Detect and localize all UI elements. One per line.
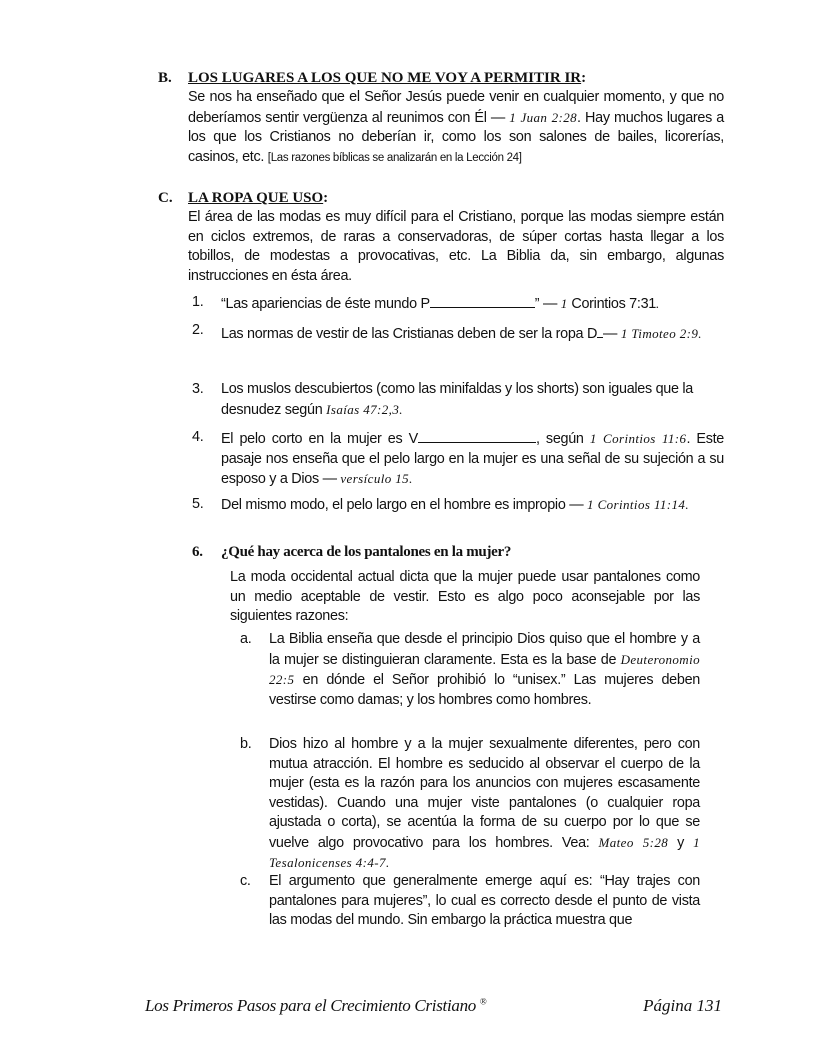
sub-item-letter: b. bbox=[240, 736, 252, 752]
list-item-number: 2. bbox=[192, 322, 204, 338]
fill-in-blank bbox=[418, 428, 536, 443]
section-b-heading bbox=[158, 68, 724, 88]
registered-mark: ® bbox=[479, 996, 487, 1007]
list-item-6-title: ¿Qué hay acerca de los pantalones en la mujer? bbox=[221, 544, 512, 560]
list-item-number: 5. bbox=[192, 496, 204, 512]
footer-book-title bbox=[145, 996, 486, 1016]
list-item-3 bbox=[192, 380, 724, 420]
footer-title-text: Los Primeros Pasos para el Crecimiento Cristiano bbox=[145, 996, 476, 1015]
list-item-number: 3. bbox=[192, 381, 204, 397]
section-b-colon: : bbox=[581, 70, 587, 86]
list-item-end: . bbox=[409, 471, 413, 486]
scripture-reference: versículo 15 bbox=[340, 471, 410, 486]
sub-item-letter: c. bbox=[240, 873, 251, 889]
sub-item-b bbox=[240, 735, 700, 874]
list-item-number: 4. bbox=[192, 429, 204, 445]
sub-item-letter: a. bbox=[240, 631, 252, 647]
section-c-title: LA ROPA QUE USO bbox=[188, 190, 324, 206]
section-b-reference: 1 Juan 2:28 bbox=[509, 109, 578, 125]
section-b-letter: B. bbox=[158, 70, 172, 86]
list-item-2 bbox=[192, 321, 724, 347]
footer-page-number: Página 131 bbox=[643, 996, 722, 1015]
scripture-reference: Isaías 47:2,3 bbox=[326, 401, 400, 417]
list-item-text: ” — bbox=[534, 296, 561, 312]
list-item-text: . Este pasaje nos enseña que el pelo largo en la mujer es una señal de su sujeción a su esposo y a Dios — bbox=[221, 431, 724, 487]
section-b-title: LOS LUGARES A LOS QUE NO ME VOY A PERMITIR IR bbox=[188, 70, 582, 86]
section-b-paragraph bbox=[188, 88, 724, 168]
sub-item-c bbox=[240, 872, 700, 931]
list-item-text: Los muslos descubiertos (como las minifaldas y los shorts) son iguales que la desnudez según bbox=[221, 381, 694, 418]
list-item-end: . bbox=[685, 497, 689, 512]
sub-item-text: y bbox=[668, 834, 694, 851]
section-b bbox=[158, 68, 724, 168]
list-item-text: El pelo corto en la mujer es V bbox=[221, 431, 418, 447]
sub-item-text: en dónde el Señor prohibió lo “unisex.” Las mujeres deben vestirse como damas; y los hombres como hombres. bbox=[269, 672, 700, 708]
scripture-reference: 1 Corintios 11:6 bbox=[589, 431, 687, 446]
section-b-note: [Las razones bíblicas se analizarán en la Lección 24] bbox=[267, 151, 522, 164]
sub-item-a bbox=[240, 630, 700, 710]
list-item-text: Corintios 7:31 bbox=[567, 296, 656, 312]
list-item-1 bbox=[192, 293, 724, 315]
scripture-reference: 1 Tesalonicenses 4:4-7 bbox=[269, 834, 700, 870]
list-item-end: . bbox=[399, 401, 403, 417]
section-c-heading bbox=[158, 188, 724, 208]
list-item-text: Las normas de vestir de las Cristianas deben de ser la ropa D bbox=[221, 326, 598, 342]
section-c-letter: C. bbox=[158, 190, 173, 206]
scripture-reference: 1 bbox=[560, 296, 568, 311]
section-c-paragraph: El área de las modas es muy difícil para el Cristiano, porque las modas siempre están en ciclos extremos, de raras a conservadoras, de súper cortas hasta llegar a los tobillos, de modestas a provocativas, etc. La Biblia da, sin embargo, algunas instrucciones en ésta área. bbox=[188, 209, 724, 284]
list-item-number: 1. bbox=[192, 294, 204, 310]
sub-item-text: Dios hizo al hombre y a la mujer sexualmente diferentes, pero con mutua atracción. El hombre es seducido al observar el cuerpo de la mujer (esta es la razón para los anuncios con mujeres escasamente vestidas). Cuando una mujer viste pantalones (o cualquier ropa ajustada o corta), se acentúa la forma de su cuerpo por lo que se vuelve algo provocativo para los hombres. Vea: bbox=[269, 736, 700, 851]
list-item-text: Del mismo modo, el pelo largo en el hombre es impropio — bbox=[221, 497, 588, 513]
fill-in-blank bbox=[430, 293, 535, 308]
list-item-text: — bbox=[603, 326, 621, 342]
list-item-4 bbox=[192, 428, 724, 490]
scripture-reference: Mateo 5:28 bbox=[598, 834, 669, 850]
list-item-6 bbox=[192, 543, 724, 563]
sub-item-text: La Biblia enseña que desde el principio Dios quiso que el hombre y a la mujer se distinguieran claramente. Esta es la base de bbox=[269, 631, 700, 668]
list-item-end: . bbox=[655, 296, 660, 311]
scripture-reference: Deuteronomio 22:5 bbox=[269, 651, 700, 687]
section-b-text-1: Se nos ha enseñado que el Señor Jesús puede venir en cualquier momento, y que no deberíamos sentir vergüenza al reunimos con Él — bbox=[188, 89, 724, 126]
sub-item-text: El argumento que generalmente emerge aquí es: “Hay trajes con pantalones para mujeres”, lo cual es correcto desde el punto de vista las modas del mundo. Sin embargo la práctica muestra que bbox=[269, 873, 700, 928]
list-item-text: , según bbox=[535, 431, 590, 447]
list-item-text: “Las apariencias de éste mundo P bbox=[221, 296, 430, 312]
scripture-reference: 1 Corintios 11:14 bbox=[587, 497, 686, 512]
section-b-text-2: . Hay muchos lugares a los que los Cristianos no deberían ir, como los son salones de bailes, licorerías, casinos, etc. bbox=[188, 109, 725, 165]
list-item-5 bbox=[192, 495, 724, 516]
list-item-number: 6. bbox=[192, 544, 203, 560]
item-6-intro: La moda occidental actual dicta que la mujer puede usar pantalones como un medio aceptable de vestir. Esto es algo poco aconsejable por las siguientes razones: bbox=[230, 569, 700, 624]
section-c bbox=[158, 188, 724, 286]
list-item-end: . bbox=[698, 326, 702, 341]
scripture-reference: 1 Timoteo 2:9 bbox=[620, 326, 699, 341]
sub-item-end: . bbox=[385, 855, 390, 870]
section-c-colon: : bbox=[323, 190, 329, 206]
